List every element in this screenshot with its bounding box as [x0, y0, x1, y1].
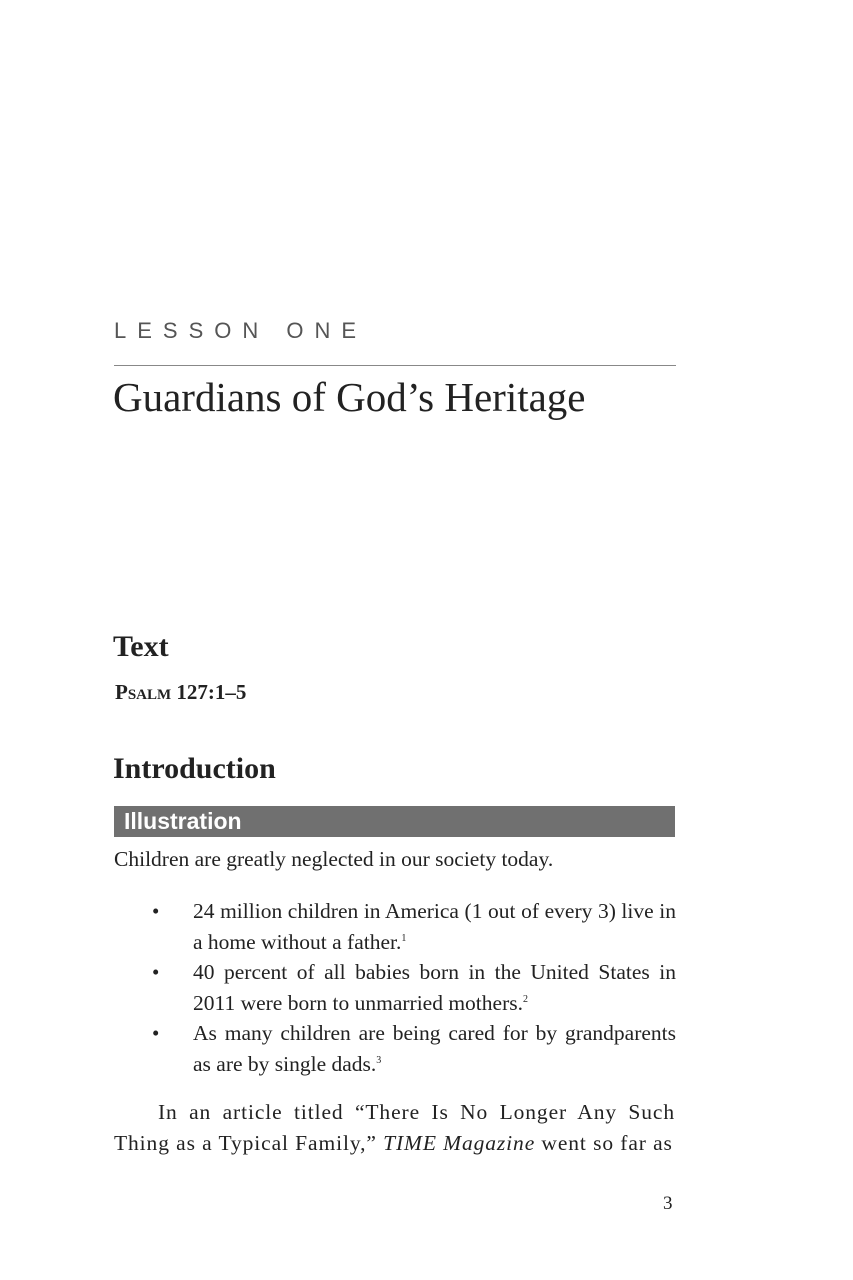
- text-heading: Text: [113, 630, 169, 663]
- scripture-reference: Psalm 127:1–5: [115, 680, 247, 704]
- bullet-marker: •: [152, 1021, 160, 1045]
- intro-sentence: Children are greatly neglected in our society today.: [114, 847, 554, 871]
- magazine-title: TIME Magazine: [383, 1131, 536, 1155]
- bullet-marker: •: [152, 960, 160, 984]
- lesson-label: LESSON ONE: [114, 318, 368, 343]
- footnote-ref: 1: [401, 933, 407, 944]
- bullet-marker: •: [152, 899, 160, 923]
- illustration-bar: [114, 806, 675, 837]
- body-paragraph: In an article titled “There Is No Longer Any Such Thing as a Typical Family,” TIME Magazine went so far as: [114, 1100, 675, 1155]
- list-item: 24 million children in America (1 out of every 3) live in a home without a father.$^1$: [193, 899, 676, 954]
- title-divider: [114, 365, 676, 366]
- list-item: As many children are being cared for by grandparents as are by single dads.$^3$: [193, 1021, 676, 1076]
- illustration-label: Illustration: [124, 808, 242, 834]
- list-item: 40 percent of all babies born in the United States in 2011 were born to unmarried mothers.$^2$: [193, 960, 676, 1015]
- footnote-ref: 3: [376, 1055, 382, 1066]
- page-number: 3: [663, 1193, 673, 1214]
- footnote-ref: 2: [522, 994, 528, 1005]
- lesson-title: Guardians of God’s Heritage: [113, 374, 586, 420]
- introduction-heading: Introduction: [113, 752, 276, 785]
